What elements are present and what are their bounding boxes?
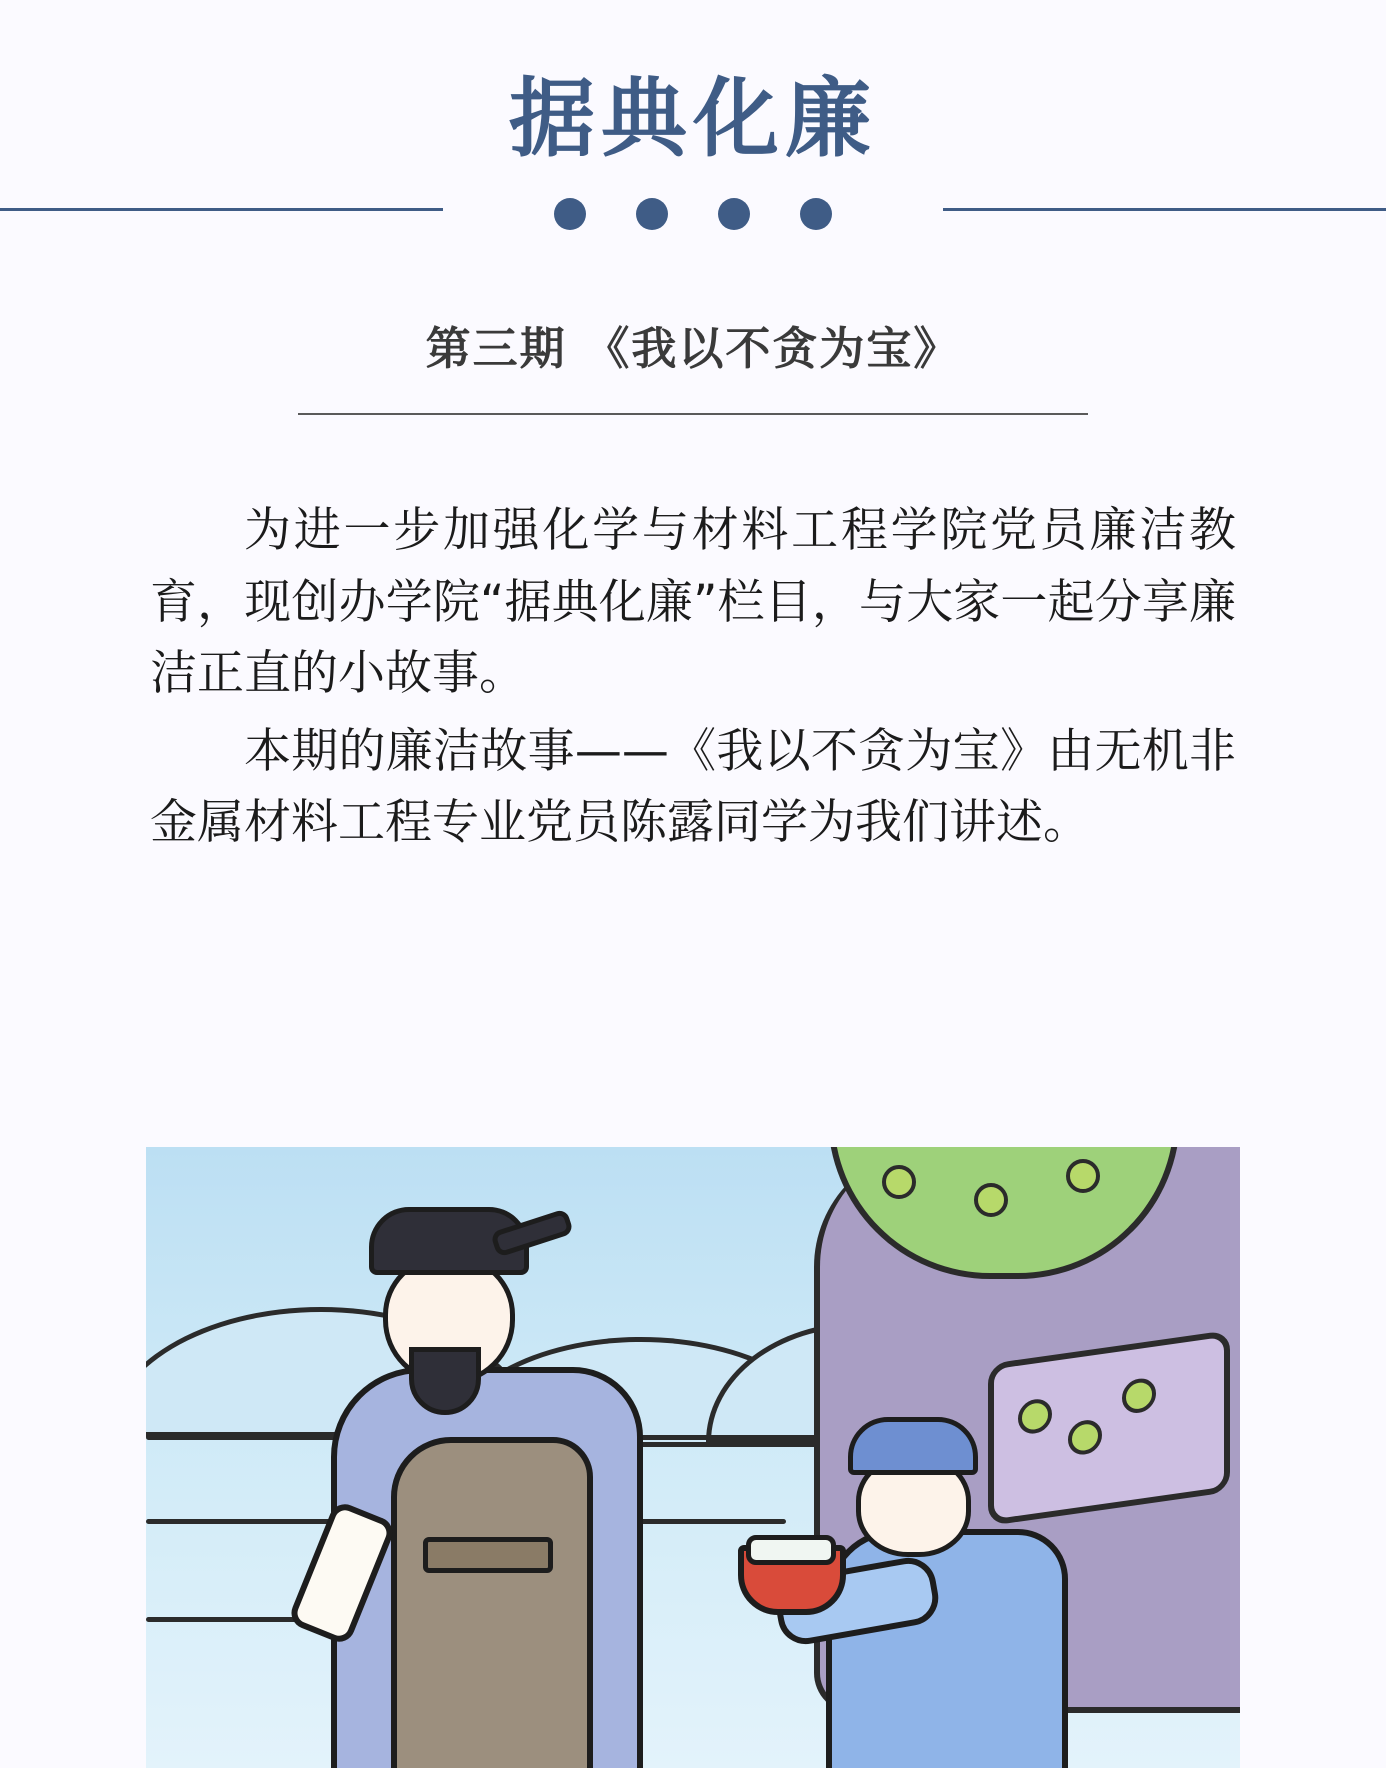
villager-cap xyxy=(848,1417,978,1475)
article-body xyxy=(150,495,1236,858)
issue-subtitle: 第三期 《我以不贪为宝》 xyxy=(425,322,961,376)
jade-icon xyxy=(746,1535,836,1565)
illustration-canvas xyxy=(146,1147,1240,1768)
dot-icon xyxy=(718,198,750,230)
paragraph: 本期的廉洁故事——《我以不贪为宝》由无机非金属材料工程专业党员陈露同学为我们讲述。 xyxy=(150,723,1236,851)
header xyxy=(0,0,1386,230)
page-title: 据典化廉 xyxy=(509,69,877,169)
illustration xyxy=(146,1147,1240,1768)
figure-official xyxy=(331,1207,661,1767)
leaf-spot-icon xyxy=(1066,1159,1100,1193)
official-hat xyxy=(369,1207,529,1275)
official-inner-robe xyxy=(391,1437,593,1768)
dot-icon xyxy=(636,198,668,230)
dot-icon xyxy=(554,198,586,230)
header-rule-right xyxy=(943,208,1386,211)
official-belt xyxy=(423,1537,553,1573)
foliage-shape xyxy=(828,1147,1180,1279)
dot-divider xyxy=(0,198,1386,230)
paragraph: 为进一步加强化学与材料工程学院党员廉洁教育，现创办学院“据典化廉”栏目，与大家一起分享廉洁正直的小故事。 xyxy=(150,503,1236,702)
leaf-spot-icon xyxy=(882,1165,916,1199)
leaf-spot-icon xyxy=(974,1183,1008,1217)
header-rule-left xyxy=(0,208,443,211)
figure-villager xyxy=(786,1417,1076,1767)
subtitle-block xyxy=(0,312,1386,415)
subtitle-rule xyxy=(298,413,1088,415)
rock-spot-icon xyxy=(1122,1376,1156,1415)
dot-icon xyxy=(800,198,832,230)
